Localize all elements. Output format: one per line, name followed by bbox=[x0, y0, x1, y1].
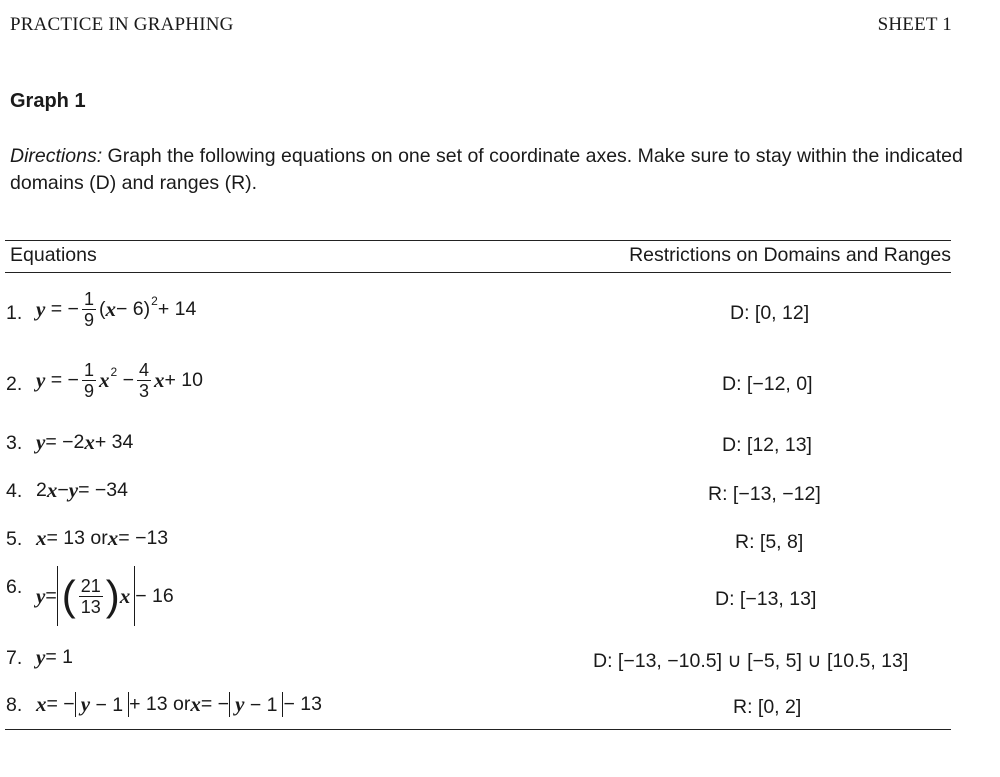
absolute-value bbox=[75, 692, 129, 717]
equation bbox=[36, 566, 174, 626]
fraction-denominator: 3 bbox=[138, 381, 149, 401]
eq-part: = − bbox=[46, 693, 75, 715]
paren: ( bbox=[98, 298, 106, 320]
coefficient: 2 bbox=[36, 479, 47, 501]
restriction: D: [−12, 0] bbox=[722, 373, 813, 395]
eq-tail: + 14 bbox=[157, 298, 197, 320]
directions-text: Graph the following equations on one set of coordinate axes. Make sure to stay within the indicated domains (D) and ranges (R). bbox=[10, 145, 963, 194]
fraction bbox=[137, 361, 151, 400]
var-x: x bbox=[36, 692, 47, 716]
table-row bbox=[0, 528, 1000, 568]
var-x: x bbox=[107, 526, 119, 550]
left-paren: ( bbox=[61, 572, 76, 619]
eq-tail: + 10 bbox=[164, 369, 203, 391]
var-x: x bbox=[84, 430, 95, 454]
eq-tail: = −13 bbox=[118, 527, 169, 549]
var-y: y bbox=[36, 645, 46, 669]
sheet-number: SHEET 1 bbox=[877, 14, 952, 35]
equation-number: 5. bbox=[6, 528, 23, 550]
exponent: 2 bbox=[151, 293, 158, 308]
restriction: D: [−13, −10.5] ∪ [−5, 5] ∪ [10.5, 13] bbox=[593, 650, 909, 672]
restriction: R: [0, 2] bbox=[733, 696, 802, 718]
equation-number: 7. bbox=[6, 647, 23, 669]
var-x: x bbox=[36, 526, 47, 550]
table-row bbox=[0, 480, 1000, 520]
eq-part: = 13 or bbox=[46, 527, 108, 549]
eq-part: = −2 bbox=[45, 431, 85, 453]
equation bbox=[36, 645, 73, 670]
eq-sign: = − bbox=[50, 298, 79, 320]
column-header-restrictions: Restrictions on Domains and Ranges bbox=[629, 244, 951, 266]
equation bbox=[36, 526, 168, 551]
var-x: x bbox=[190, 692, 201, 716]
table-row bbox=[0, 360, 1000, 404]
eq-tail: + 34 bbox=[94, 431, 134, 453]
eq-tail: = −34 bbox=[78, 479, 128, 501]
absolute-value bbox=[57, 566, 136, 626]
eq-part: + 13 or bbox=[129, 693, 191, 715]
equation-number: 6. bbox=[6, 576, 23, 598]
var-y: y bbox=[235, 692, 245, 716]
absolute-value bbox=[229, 692, 283, 717]
restriction: D: [−13, 13] bbox=[715, 588, 817, 610]
equation bbox=[36, 430, 133, 455]
eq-part: − 6) bbox=[115, 298, 151, 320]
restriction: D: [12, 13] bbox=[722, 434, 812, 456]
minus-sign: − bbox=[122, 369, 134, 391]
eq-part: = − bbox=[200, 693, 230, 715]
equation bbox=[36, 692, 322, 717]
var-x: x bbox=[105, 297, 116, 321]
restriction: R: [−13, −12] bbox=[708, 483, 821, 505]
table-row bbox=[0, 289, 1000, 334]
eq-sign: = bbox=[45, 584, 57, 607]
fraction bbox=[82, 361, 96, 400]
restriction: D: [0, 12] bbox=[730, 302, 810, 324]
eq-tail: = 1 bbox=[45, 646, 73, 668]
directions-label: Directions: bbox=[10, 145, 103, 167]
fraction-denominator: 13 bbox=[80, 596, 101, 617]
table-row bbox=[0, 694, 1000, 734]
equation-number: 1. bbox=[6, 302, 23, 324]
var-y: y bbox=[36, 297, 46, 321]
var-y: y bbox=[36, 430, 46, 454]
var-x: x bbox=[153, 368, 165, 392]
table-row bbox=[0, 647, 1000, 687]
exponent: 2 bbox=[110, 364, 118, 379]
table-row bbox=[0, 572, 1000, 619]
fraction bbox=[82, 290, 96, 329]
table-header-rule bbox=[5, 272, 951, 273]
eq-tail: − 13 bbox=[283, 693, 322, 715]
equation bbox=[36, 290, 196, 329]
var-x: x bbox=[98, 368, 110, 392]
var-y: y bbox=[80, 692, 91, 716]
fraction-numerator: 21 bbox=[80, 575, 101, 596]
var-y: y bbox=[68, 478, 79, 502]
equation bbox=[36, 478, 128, 503]
equation-number: 2. bbox=[6, 373, 23, 395]
fraction bbox=[79, 577, 103, 616]
var-y: y bbox=[36, 368, 46, 392]
equation-number: 4. bbox=[6, 480, 23, 502]
column-header-equations: Equations bbox=[10, 244, 97, 266]
right-paren: ) bbox=[105, 572, 120, 619]
fraction-numerator: 1 bbox=[83, 289, 94, 309]
eq-part: − 1 bbox=[244, 694, 278, 716]
table-top-rule bbox=[5, 240, 951, 241]
fraction-numerator: 1 bbox=[83, 360, 94, 380]
sheet-title: PRACTICE IN GRAPHING bbox=[10, 14, 234, 35]
restriction: R: [5, 8] bbox=[735, 531, 804, 553]
eq-sign: = − bbox=[50, 369, 79, 391]
table-bottom-rule bbox=[5, 729, 951, 730]
graph-title: Graph 1 bbox=[10, 90, 86, 112]
eq-part: − bbox=[57, 479, 69, 501]
equation bbox=[36, 361, 203, 400]
var-x: x bbox=[119, 583, 131, 608]
directions-paragraph bbox=[10, 143, 970, 197]
eq-tail: − 16 bbox=[135, 584, 174, 607]
var-y: y bbox=[36, 583, 46, 608]
fraction-denominator: 9 bbox=[83, 381, 94, 401]
fraction-denominator: 9 bbox=[83, 310, 94, 330]
eq-part: − 1 bbox=[90, 694, 124, 716]
fraction-numerator: 4 bbox=[138, 360, 149, 380]
table-row bbox=[0, 432, 1000, 472]
equation-number: 3. bbox=[6, 432, 23, 454]
equation-number: 8. bbox=[6, 694, 23, 716]
var-x: x bbox=[46, 478, 58, 502]
